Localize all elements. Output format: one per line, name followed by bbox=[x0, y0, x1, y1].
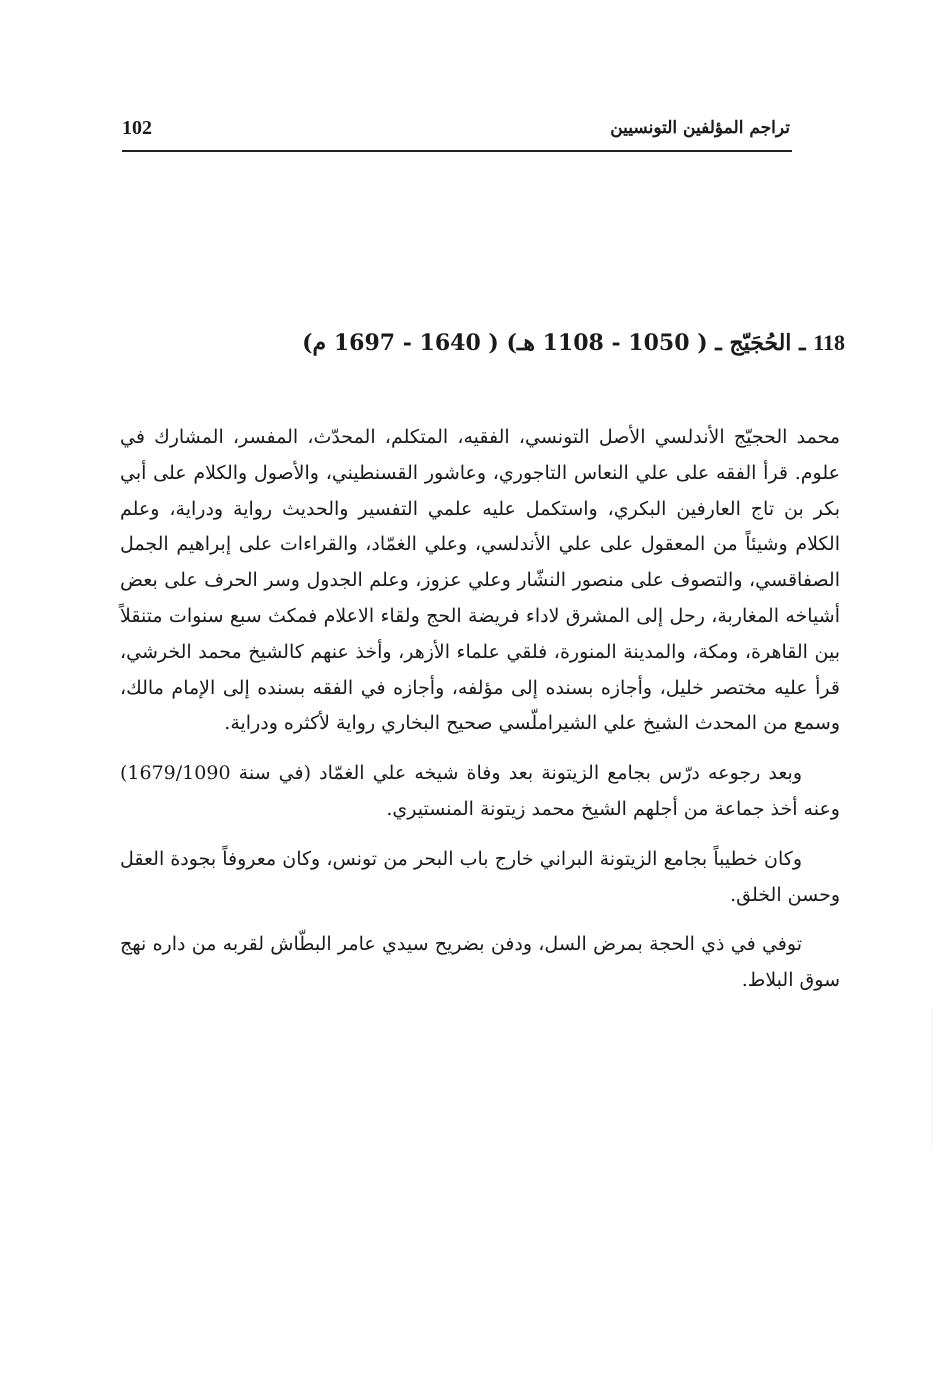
running-title: تراجم المؤلفين التونسيين bbox=[610, 118, 790, 138]
page-header bbox=[122, 108, 790, 148]
paragraph: وبعد رجوعه درّس بجامع الزيتونة بعد وفاة شيخه علي الغمّاد (في سنة 1679/1090) وعنه أخذ جماعة من أجلهم الشيخ محمد زيتونة المنستيري. bbox=[120, 762, 840, 820]
entry-number: 118 bbox=[813, 330, 845, 355]
header-rule bbox=[122, 150, 792, 152]
paragraph: محمد الحجيّج الأندلسي الأصل التونسي، الفقيه، المتكلم، المحدّث، المفسر، المشارك في علوم. قرأ الفقه على علي النعاس التاجوري، وعاشور القسنطيني، والأصول والكلام على أبي بكر بن تاج العارفين البكري، واستكمل عليه علمي التفسير والحديث رواية ودراية، وعلم الكلام وشيئاً من المعقول على علي الأندلسي، وعلي الغمّاد، والقراءات على إبراهيم الجمل الصفاقسي، والتصوف على منصور النشّار وعلي عزوز، وعلم الجدول وسر الحرف على بعض أشياخه المغاربة، رحل إلى المشرق لاداء فريضة الحج ولقاء الاعلام فمكث سبع سنوات متنقلاً بين القاهرة، ومكة، والمدينة المنورة، فلقي علماء الأزهر، وأخذ عنهم كالشيخ محمد الخرشي، قرأ عليه مختصر خليل، وأجازه بسنده إلى مؤلفه، وأجازه في الفقه بسنده إلى الإمام مالك، وسمع من المحدث الشيخ علي الشيراملّسي صحيح البخاري رواية لأكثره ودراية. bbox=[120, 426, 840, 735]
entry-heading bbox=[260, 330, 845, 356]
paragraph: وكان خطيباً بجامع الزيتونة البراني خارج باب البحر من تونس، وكان معروفاً بجودة العقل وحسن الخلق. bbox=[120, 847, 840, 906]
entry-body bbox=[120, 420, 840, 1013]
page-number: 102 bbox=[122, 116, 152, 139]
paragraph: توفي في ذي الحجة بمرض السل، ودفن بضريح سيدي عامر البطّاش لقربه من داره نهج سوق البلاط. bbox=[120, 933, 840, 992]
entry-title: ـ الحُجَيّج ـ ( 1050 - 1108 هـ) ( 1640 - 1697 م) bbox=[302, 330, 806, 356]
scan-margin-mark bbox=[929, 1010, 932, 1150]
